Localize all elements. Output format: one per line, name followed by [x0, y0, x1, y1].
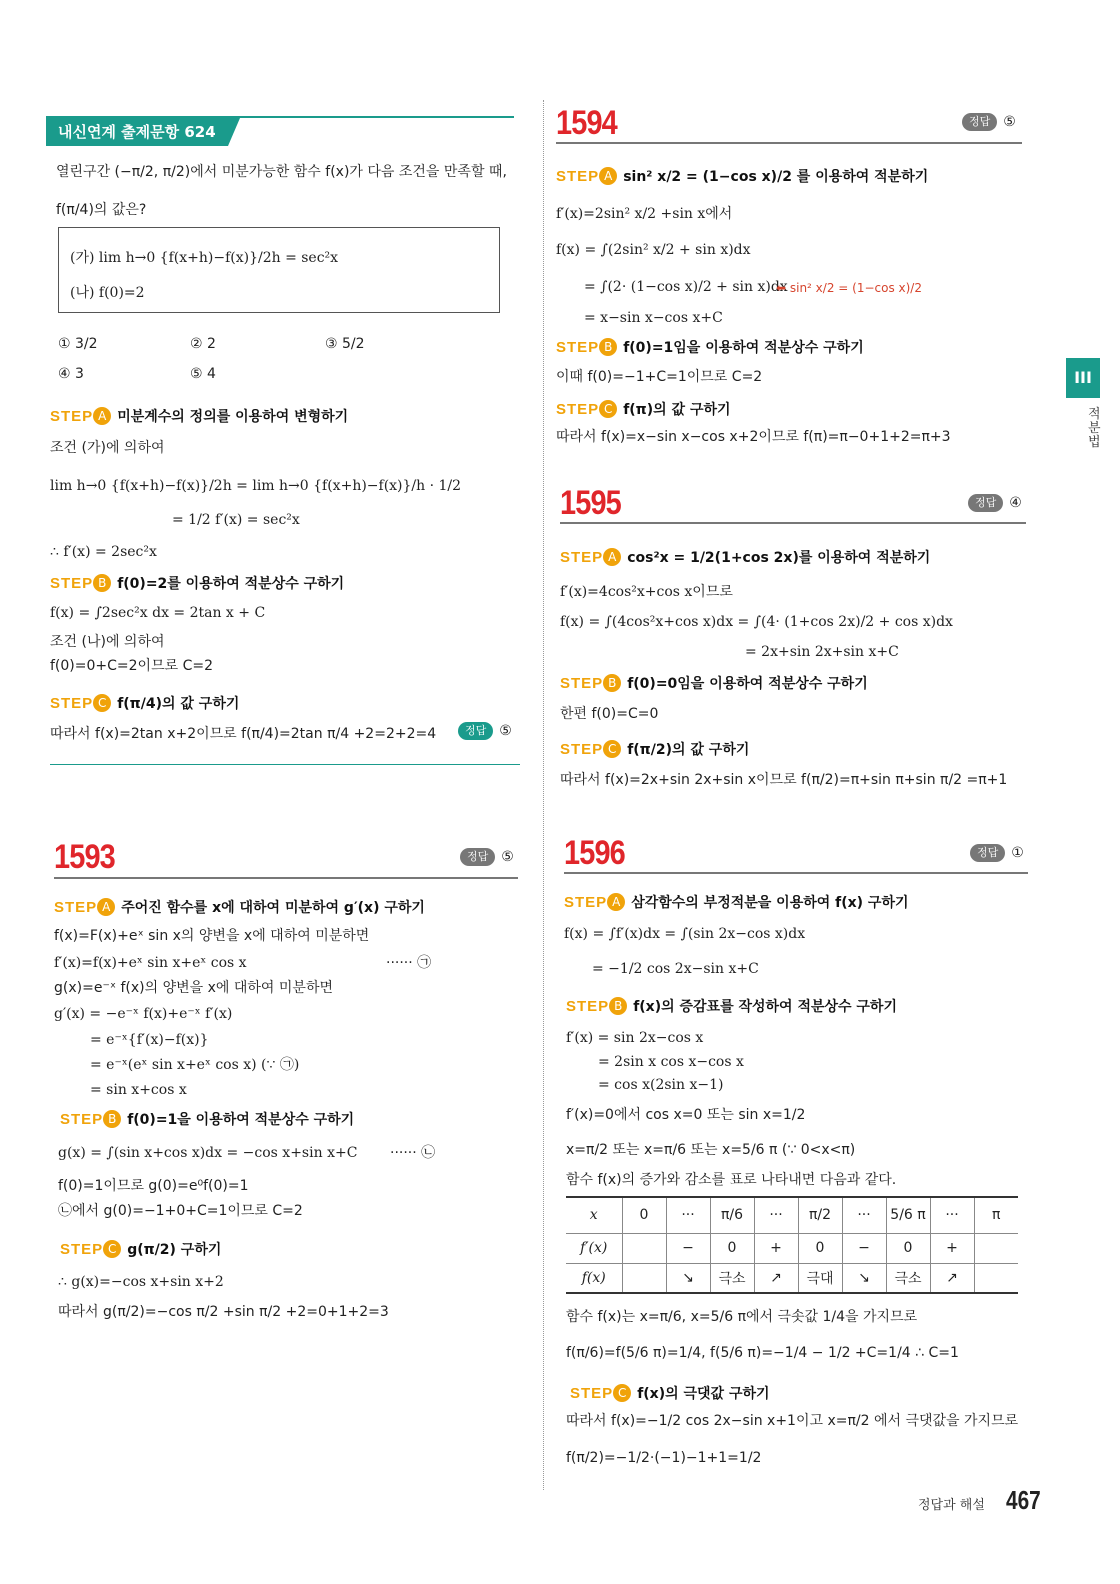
solution-line: ∴ g(x)=−cos x+sin x+2	[58, 1274, 224, 1290]
step-title: f(0)=0임을 이용하여 적분상수 구하기	[627, 676, 868, 692]
solution-line: f(0)=0+C=2이므로 C=2	[50, 658, 213, 674]
table-cell: ↘	[842, 1263, 886, 1293]
table-cell: π/6	[710, 1197, 754, 1233]
answer-badge: 정답	[970, 844, 1005, 862]
solution-line: f(x) = ∫(4cos²x+cos x)dx = ∫(4· (1+cos 2x)/2 + cos x)dx	[560, 614, 953, 630]
table-cell: ↗	[754, 1263, 798, 1293]
table-row-f	[566, 1263, 1018, 1293]
condition-b: (나) f(0)=2	[70, 285, 145, 301]
step-letter: C	[613, 1384, 631, 1402]
step-letter: B	[103, 1110, 121, 1128]
choice-1: ① 3/2	[58, 336, 98, 352]
answer	[458, 722, 512, 740]
solution-line: f′(x)=f(x)+eˣ sin x+eˣ cos x	[54, 955, 247, 971]
solution-line: = −1/2 cos 2x−sin x+C	[592, 961, 759, 977]
solution-line: 따라서 g(π/2)=−cos π/2 +sin π/2 +2=0+1+2=3	[58, 1304, 389, 1320]
step-title: f(x)의 극댓값 구하기	[637, 1386, 770, 1402]
problem-rule	[564, 872, 1028, 874]
answer-badge: 정답	[458, 722, 493, 740]
choice-3: ③ 5/2	[325, 336, 365, 352]
step-a	[54, 898, 425, 918]
solution-line: f′(x)=0에서 cos x=0 또는 sin x=1/2	[566, 1107, 806, 1123]
solution-line: x=π/2 또는 x=π/6 또는 x=5/6 π (∵ 0<x<π)	[566, 1142, 856, 1158]
table-cell: f′(x)	[580, 1240, 608, 1256]
solution-line: 조건 (가)에 의하여	[50, 440, 165, 456]
table-cell: π	[974, 1197, 1018, 1233]
solution-line: = cos x(2sin x−1)	[598, 1077, 724, 1093]
step-letter: A	[603, 548, 621, 566]
step-tag: STEP	[556, 401, 600, 418]
table-row-x	[566, 1197, 1018, 1233]
table-cell: ···	[842, 1197, 886, 1233]
step-letter: A	[97, 898, 115, 916]
step-title: sin² x/2 = (1−cos x)/2 를 이용하여 적분하기	[623, 169, 929, 185]
table-cell: 0	[886, 1233, 930, 1263]
solution-line: 이때 f(0)=−1+C=1이므로 C=2	[556, 369, 763, 385]
step-letter: B	[609, 997, 627, 1015]
solution-line: 함수 f(x)는 x=π/6, x=5/6 π에서 극솟값 1/4을 가지므로	[566, 1309, 918, 1325]
solution-line: = e⁻ˣ{f′(x)−f(x)}	[90, 1032, 209, 1048]
answer-value: ④	[1009, 495, 1022, 511]
step-letter: C	[599, 400, 617, 418]
solution-line: f(0)=1이므로 g(0)=e⁰f(0)=1	[58, 1178, 249, 1194]
answer-value: ⑤	[501, 849, 514, 865]
problem-number: 1594	[556, 104, 617, 142]
step-tag: STEP	[566, 998, 610, 1015]
step-b	[60, 1110, 354, 1130]
step-title: f(π)의 값 구하기	[623, 402, 731, 418]
table-cell: 0	[622, 1197, 666, 1233]
answer-value: ①	[1011, 845, 1024, 861]
step-c	[560, 740, 749, 760]
column-divider	[543, 100, 544, 1490]
step-title: f(π/4)의 값 구하기	[117, 696, 240, 712]
solution-line: = 2x+sin 2x+sin x+C	[745, 644, 899, 660]
solution-line: g(x)=e⁻ˣ f(x)의 양변을 x에 대하여 미분하면	[54, 980, 334, 996]
step-title: f(π/2)의 값 구하기	[627, 742, 750, 758]
answer-badge: 정답	[968, 494, 1003, 512]
step-b	[50, 574, 344, 594]
step-title: 주어진 함수를 x에 대하여 미분하여 g′(x) 구하기	[121, 900, 425, 916]
table-cell	[974, 1263, 1018, 1293]
problem-number: 1596	[564, 834, 625, 872]
step-tag: STEP	[564, 894, 608, 911]
hint-note: ⬅ sin² x/2 = (1−cos x)/2	[776, 281, 922, 295]
solution-line: f(x)=F(x)+eˣ sin x의 양변을 x에 대하여 미분하면	[54, 928, 370, 944]
step-a	[50, 407, 348, 427]
solution-line: 조건 (나)에 의하여	[50, 634, 165, 650]
step-letter: C	[93, 694, 111, 712]
solution-line: f′(x)=4cos²x+cos x이므로	[560, 584, 733, 600]
problem-text: 열린구간 (−π/2, π/2)에서 미분가능한 함수 f(x)가 다음 조건을 만족할 때,	[56, 164, 507, 180]
solution-line: lim h→0 {f(x+h)−f(x)}/2h = lim h→0 {f(x+h)−f(x)}/h · 1/2	[50, 478, 462, 494]
table-cell	[622, 1233, 666, 1263]
step-letter: B	[599, 338, 617, 356]
problem-rule	[556, 142, 1022, 144]
solution-line: ㉡에서 g(0)=−1+0+C=1이므로 C=2	[58, 1203, 303, 1219]
answer-value: ⑤	[499, 723, 512, 739]
step-letter: A	[607, 893, 625, 911]
answer-value: ⑤	[1003, 114, 1016, 130]
step-c	[570, 1384, 770, 1404]
table-cell: x	[566, 1197, 622, 1233]
equation-ref: ······ ㉡	[390, 1145, 436, 1161]
choice-2: ② 2	[190, 336, 216, 352]
step-a	[564, 893, 909, 913]
increase-decrease-table	[566, 1196, 1018, 1294]
answer	[460, 848, 514, 866]
problem-number: 1595	[560, 484, 621, 522]
solution-line: = e⁻ˣ(eˣ sin x+eˣ cos x) (∵ ㉠)	[90, 1057, 300, 1073]
table-cell	[974, 1233, 1018, 1263]
answer	[970, 844, 1024, 862]
solution-line: f(π/2)=−1/2·(−1)−1+1=1/2	[566, 1450, 762, 1466]
answer-badge: 정답	[460, 848, 495, 866]
answer	[968, 494, 1022, 512]
table-cell: 극소	[886, 1263, 930, 1293]
table-cell: 극대	[798, 1263, 842, 1293]
step-title: cos²x = 1/2(1+cos 2x)를 이용하여 적분하기	[627, 550, 931, 566]
solution-line: 따라서 f(x)=−1/2 cos 2x−sin x+1이고 x=π/2 에서 극댓값을 가지므로	[566, 1413, 1019, 1429]
step-a	[560, 548, 930, 568]
solution-line: f(x) = ∫f′(x)dx = ∫(sin 2x−cos x)dx	[564, 926, 806, 942]
table-cell: −	[842, 1233, 886, 1263]
step-tag: STEP	[560, 741, 604, 758]
footer-label: 정답과 해설	[918, 1498, 985, 1513]
table-cell: +	[930, 1233, 974, 1263]
solution-line: = 2sin x cos x−cos x	[598, 1054, 744, 1070]
table-row-fprime	[566, 1233, 1018, 1263]
problem-number: 1593	[54, 838, 115, 876]
step-b	[566, 997, 897, 1017]
step-letter: C	[603, 740, 621, 758]
table-cell: 0	[710, 1233, 754, 1263]
solution-line: g′(x) = −e⁻ˣ f(x)+e⁻ˣ f′(x)	[54, 1006, 233, 1022]
step-title: g(π/2) 구하기	[127, 1242, 222, 1258]
problem-rule	[560, 522, 1026, 524]
table-cell	[622, 1263, 666, 1293]
solution-line: = x−sin x−cos x+C	[584, 310, 723, 326]
step-c	[556, 400, 731, 420]
step-title: f(0)=2를 이용하여 적분상수 구하기	[117, 576, 345, 592]
step-tag: STEP	[556, 339, 600, 356]
section-header: 내신연계 출제문항 624	[46, 118, 228, 146]
table-cell: ···	[754, 1197, 798, 1233]
chapter-tab: III	[1066, 358, 1100, 398]
step-tag: STEP	[560, 549, 604, 566]
table-cell: +	[754, 1233, 798, 1263]
table-cell: π/2	[798, 1197, 842, 1233]
section-bottom-rule	[50, 764, 520, 765]
answer	[962, 113, 1016, 131]
step-tag: STEP	[570, 1385, 614, 1402]
step-letter: C	[103, 1240, 121, 1258]
step-tag: STEP	[60, 1111, 104, 1128]
choice-4: ④ 3	[58, 366, 84, 382]
step-b	[556, 338, 864, 358]
step-title: f(0)=1임을 이용하여 적분상수 구하기	[623, 340, 864, 356]
step-title: f(x)의 증감표를 작성하여 적분상수 구하기	[633, 999, 897, 1015]
solution-line: 따라서 f(x)=2x+sin 2x+sin x이므로 f(π/2)=π+sin π+sin π/2 =π+1	[560, 772, 1008, 788]
solution-line: f′(x)=2sin² x/2 +sin x에서	[556, 206, 733, 222]
table-cell: 5/6 π	[886, 1197, 930, 1233]
problem-question: f(π/4)의 값은?	[56, 202, 147, 218]
step-title: f(0)=1을 이용하여 적분상수 구하기	[127, 1112, 355, 1128]
table-cell: f(x)	[566, 1263, 622, 1293]
page-number: 467	[1006, 1485, 1041, 1515]
step-a	[556, 167, 928, 187]
step-tag: STEP	[50, 575, 94, 592]
step-title: 삼각함수의 부정적분을 이용하여 f(x) 구하기	[631, 895, 909, 911]
step-letter: B	[603, 674, 621, 692]
table-cell: 극소	[710, 1263, 754, 1293]
solution-line: f(x) = ∫(2sin² x/2 + sin x)dx	[556, 242, 751, 258]
step-letter: B	[93, 574, 111, 592]
step-tag: STEP	[50, 695, 94, 712]
solution-line: = ∫(2· (1−cos x)/2 + sin x)dx	[584, 279, 788, 295]
step-tag: STEP	[50, 408, 94, 425]
table-cell: −	[666, 1233, 710, 1263]
step-letter: A	[599, 167, 617, 185]
solution-line: ∴ f′(x) = 2sec²x	[50, 544, 157, 560]
step-tag: STEP	[560, 675, 604, 692]
solution-line: = sin x+cos x	[90, 1082, 187, 1098]
solution-line: 따라서 f(x)=x−sin x−cos x+2이므로 f(π)=π−0+1+2=π+3	[556, 429, 951, 445]
step-c	[60, 1240, 221, 1260]
solution-line: f(π/6)=f(5/6 π)=1/4, f(5/6 π)=−1/4 − 1/2 +C=1/4 ∴ C=1	[566, 1345, 959, 1361]
table-cell: 0	[798, 1233, 842, 1263]
problem-rule	[54, 877, 518, 879]
equation-ref: ······ ㉠	[386, 955, 432, 971]
step-tag: STEP	[54, 899, 98, 916]
solution-line: = 1/2 f′(x) = sec²x	[172, 512, 300, 528]
solution-line: f(x) = ∫2sec²x dx = 2tan x + C	[50, 605, 266, 621]
table-cell: ↗	[930, 1263, 974, 1293]
table-cell: ↘	[666, 1263, 710, 1293]
table-cell: ···	[930, 1197, 974, 1233]
step-tag: STEP	[60, 1241, 104, 1258]
table-cell: ···	[666, 1197, 710, 1233]
solution-line: 함수 f(x)의 증가와 감소를 표로 나타내면 다음과 같다.	[566, 1172, 897, 1188]
solution-line: 따라서 f(x)=2tan x+2이므로 f(π/4)=2tan π/4 +2=2+2=4	[50, 726, 437, 742]
choice-5: ⑤ 4	[190, 366, 216, 382]
answer-badge: 정답	[962, 113, 997, 131]
step-title: 미분계수의 정의를 이용하여 변형하기	[117, 409, 349, 425]
step-letter: A	[93, 407, 111, 425]
condition-a: (가) lim h→0 {f(x+h)−f(x)}/2h = sec²x	[70, 250, 339, 266]
solution-line: f′(x) = sin 2x−cos x	[566, 1030, 704, 1046]
solution-line: 한편 f(0)=C=0	[560, 706, 659, 722]
step-b	[560, 674, 868, 694]
step-tag: STEP	[556, 168, 600, 185]
solution-line: g(x) = ∫(sin x+cos x)dx = −cos x+sin x+C	[58, 1145, 358, 1161]
chapter-label: 적분법	[1088, 407, 1101, 450]
step-c	[50, 694, 239, 714]
